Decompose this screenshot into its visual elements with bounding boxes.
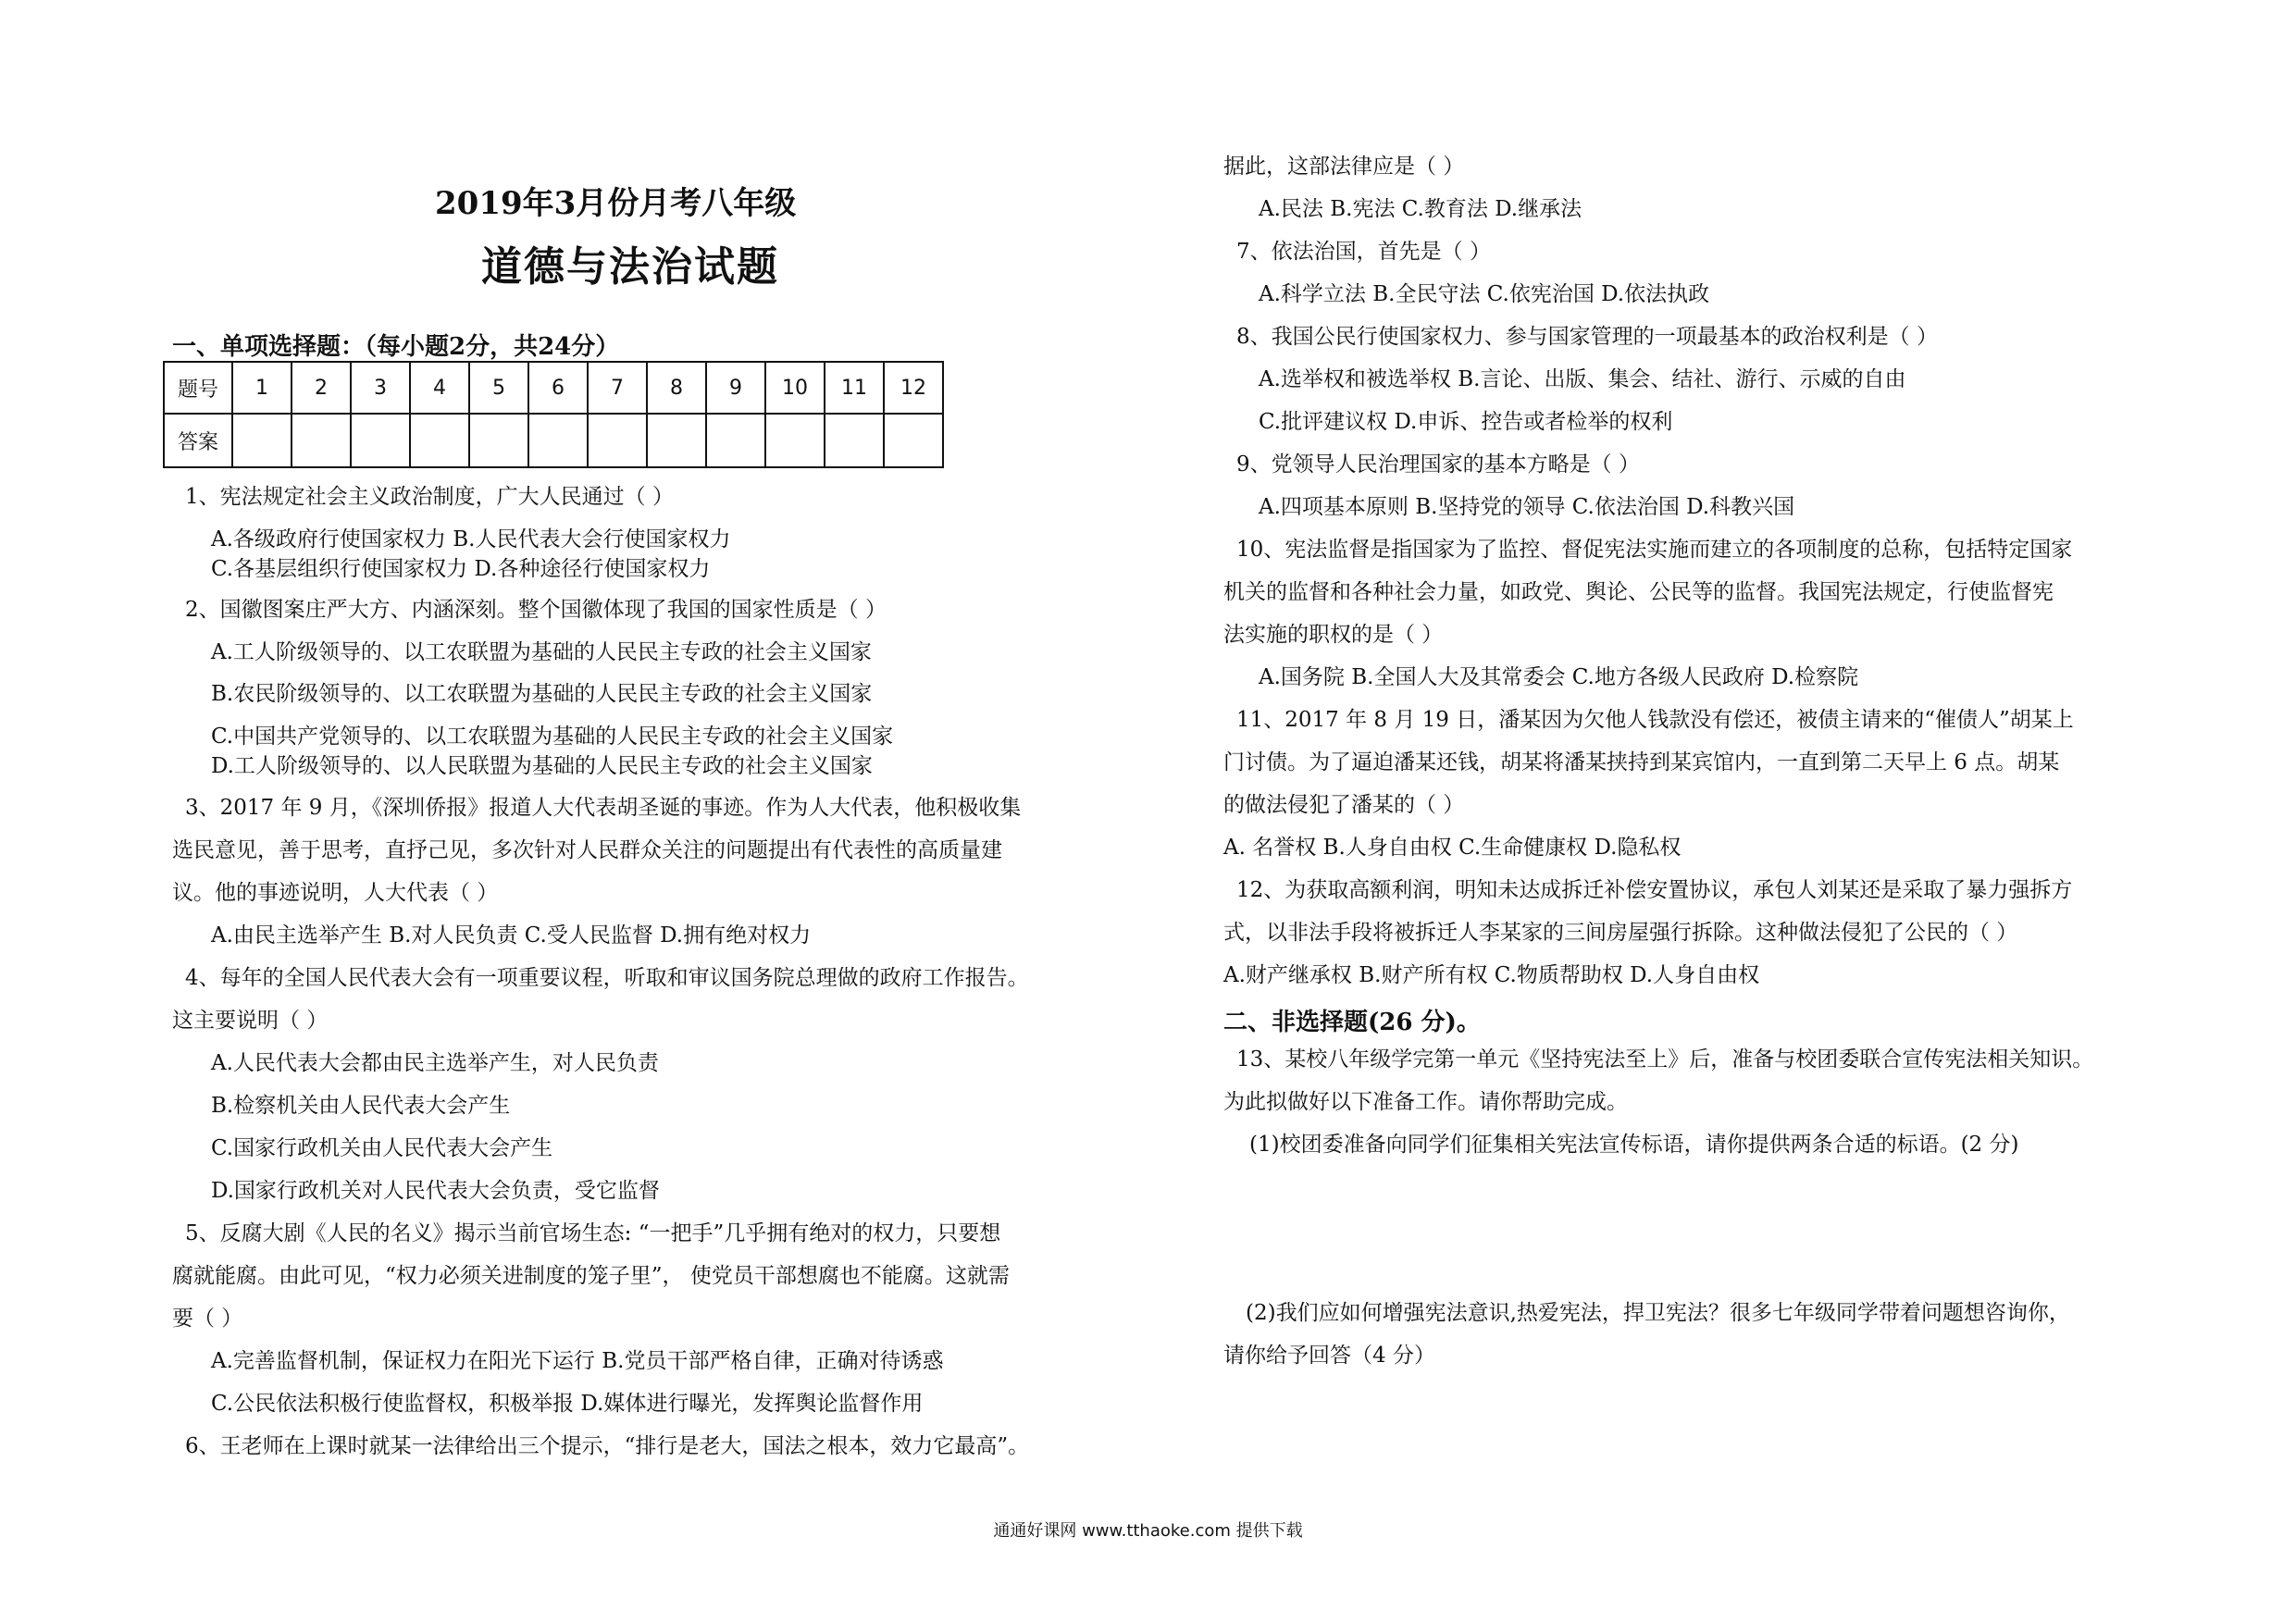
option-text: C.公民依法积极行使监督权，积极举报 D.媒体进行曝光，发挥舆论监督作用 [211, 1392, 924, 1416]
question-number-cell: 4 [410, 362, 469, 414]
question-text: 9、党领导人民治理国家的基本方略是（ ） [1236, 452, 1640, 477]
question-number-cell: 8 [647, 362, 706, 414]
answer-cell[interactable] [706, 414, 765, 467]
question-text: 7、依法治国，首先是（ ） [1236, 240, 1491, 264]
question-text: 2、国徽图案庄严大方、内涵深刻。整个国徽体现了我国的国家性质是（ ） [185, 598, 887, 622]
option-text: C.各基层组织行使国家权力 D.各种途径行使国家权力 [211, 557, 711, 581]
question-text: 机关的监督和各种社会力量，如政党、舆论、公民等的监督。我国宪法规定，行使监督宪 [1223, 580, 2054, 604]
option-text: A.选举权和被选举权 B.言论、出版、集会、结社、游行、示威的自由 [1259, 367, 1906, 391]
exam-title-line1: 2019年3月份月考八年级 [435, 185, 797, 222]
question-number-cell: 1 [232, 362, 292, 414]
answer-cell[interactable] [825, 414, 884, 467]
answer-cell[interactable] [469, 414, 528, 467]
answer-cell[interactable] [588, 414, 647, 467]
question-text: 11、2017 年 8 月 19 日，潘某因为欠他人钱款没有偿还，被债主请来的“催债人”胡某上 [1236, 708, 2074, 732]
question-text: 5、反腐大剧《人民的名义》揭示当前官场生态: “一把手”几乎拥有绝对的权力，只要想 [185, 1221, 1001, 1245]
question-number-cell: 3 [351, 362, 410, 414]
option-text: C.国家行政机关由人民代表大会产生 [211, 1136, 553, 1160]
option-text: A.工人阶级领导的、以工农联盟为基础的人民民主专政的社会主义国家 [211, 640, 872, 664]
question-text: 这主要说明（ ） [172, 1009, 329, 1033]
option-text: C.中国共产党领导的、以工农联盟为基础的人民民主专政的社会主义国家 [211, 725, 894, 749]
option-text: D.国家行政机关对人民代表大会负责，受它监督 [211, 1179, 660, 1203]
question-text: 据此，这部法律应是（ ） [1223, 155, 1465, 179]
answer-cell[interactable] [884, 414, 943, 467]
question-text: 6、王老师在上课时就某一法律给出三个提示，“排行是老大，国法之根本，效力它最高”。 [185, 1434, 1030, 1458]
table-header-cell: 题号 [164, 362, 232, 414]
question-number-cell: 11 [825, 362, 884, 414]
answer-cell[interactable] [647, 414, 706, 467]
option-text: B.农民阶级领导的、以工农联盟为基础的人民民主专政的社会主义国家 [211, 682, 873, 706]
option-text: A.民法 B.宪法 C.教育法 D.继承法 [1259, 197, 1582, 221]
table-row [164, 414, 943, 467]
answer-cell[interactable] [351, 414, 410, 467]
option-text: A.人民代表大会都由民主选举产生，对人民负责 [211, 1051, 659, 1075]
footer-credit: 通通好课网 www.tthaoke.com 提供下载 [993, 1521, 1303, 1541]
question-number-cell: 6 [528, 362, 588, 414]
answer-cell[interactable] [765, 414, 825, 467]
question-text: 12、为获取高额利润，明知未达成拆迁补偿安置协议，承包人刘某还是采取了暴力强拆方 [1236, 878, 2073, 902]
section1-heading: 一、单项选择题：（每小题2分，共24分） [172, 333, 620, 361]
exam-title-line2: 道德与法治试题 [481, 243, 779, 291]
question-text: 门讨债。为了逼迫潘某还钱，胡某将潘某挟持到某宾馆内，一直到第二天早上 6 点。胡某 [1223, 750, 2060, 774]
question-text: 4、每年的全国人民代表大会有一项重要议程，听取和审议国务院总理做的政府工作报告。 [185, 966, 1029, 990]
option-text: A. 名誉权 B.人身自由权 C.生命健康权 D.隐私权 [1223, 836, 1682, 860]
question-text: 选民意见，善于思考，直抒己见，多次针对人民群众关注的问题提出有代表性的高质量建 [172, 838, 1002, 862]
option-text: A.由民主选举产生 B.对人民负责 C.受人民监督 D.拥有绝对权力 [211, 923, 812, 948]
question-number-cell: 5 [469, 362, 528, 414]
question-number-cell: 9 [706, 362, 765, 414]
question-text: 3、2017 年 9 月，《深圳侨报》报道人大代表胡圣诞的事迹。作为人大代表，他积极收集 [185, 796, 1022, 820]
question-text: 的做法侵犯了潘某的（ ） [1223, 793, 1465, 817]
answer-cell[interactable] [528, 414, 588, 467]
option-text: A.财产继承权 B.财产所有权 C.物质帮助权 D.人身自由权 [1223, 963, 1760, 987]
option-text: C.批评建议权 D.申诉、控告或者检举的权利 [1259, 410, 1673, 434]
option-text: B.检察机关由人民代表大会产生 [211, 1094, 511, 1118]
question-text: 要（ ） [172, 1307, 243, 1331]
subquestion-text: (2)我们应如何增强宪法意识,热爱宪法，捍卫宪法？很多七年级同学带着问题想咨询你， [1246, 1301, 2070, 1325]
section2-heading: 二、非选择题(26 分)。 [1223, 1009, 1481, 1036]
option-text: A.四项基本原则 B.坚持党的领导 C.依法治国 D.科教兴国 [1259, 495, 1795, 519]
question-number-cell: 12 [884, 362, 943, 414]
option-text: A.完善监督机制，保证权力在阳光下运行 B.党员干部严格自律，正确对待诱惑 [211, 1349, 944, 1373]
subquestion-text: (1)校团委准备向同学们征集相关宪法宣传标语，请你提供两条合适的标语。(2 分) [1249, 1133, 2019, 1157]
question-text: 腐就能腐。由此可见，“权力必须关进制度的笼子里”， 使党员干部想腐也不能腐。这就需 [172, 1264, 1010, 1288]
table-row [164, 362, 943, 414]
subquestion-text: 请你给予回答（4 分） [1223, 1344, 1435, 1368]
answer-cell[interactable] [232, 414, 292, 467]
answer-table [163, 361, 944, 468]
answer-cell[interactable] [410, 414, 469, 467]
option-text: A.国务院 B.全国人大及其常委会 C.地方各级人民政府 D.检察院 [1259, 665, 1859, 689]
table-header-cell: 答案 [164, 414, 232, 467]
question-text: 10、宪法监督是指国家为了监控、督促宪法实施而建立的各项制度的总称，包括特定国家 [1236, 538, 2073, 562]
question-number-cell: 2 [292, 362, 351, 414]
question-text: 1、宪法规定社会主义政治制度，广大人民通过（ ） [185, 485, 674, 509]
question-text: 13、某校八年级学完第一单元《坚持宪法至上》后，准备与校团委联合宣传宪法相关知识。 [1236, 1047, 2094, 1072]
question-number-cell: 10 [765, 362, 825, 414]
question-text: 式，以非法手段将被拆迁人李某家的三间房屋强行拆除。这种做法侵犯了公民的（ ） [1223, 921, 2018, 945]
option-text: A.科学立法 B.全民守法 C.依宪治国 D.依法执政 [1259, 282, 1710, 306]
question-text: 为此拟做好以下准备工作。请你帮助完成。 [1223, 1090, 1628, 1114]
question-text: 议。他的事迹说明，人大代表（ ） [172, 881, 499, 905]
option-text: D.工人阶级领导的、以人民联盟为基础的人民民主专政的社会主义国家 [211, 754, 873, 778]
question-number-cell: 7 [588, 362, 647, 414]
question-text: 8、我国公民行使国家权力、参与国家管理的一项最基本的政治权利是（ ） [1236, 325, 1938, 349]
question-text: 法实施的职权的是（ ） [1223, 623, 1444, 647]
answer-cell[interactable] [292, 414, 351, 467]
option-text: A.各级政府行使国家权力 B.人民代表大会行使国家权力 [211, 527, 731, 551]
